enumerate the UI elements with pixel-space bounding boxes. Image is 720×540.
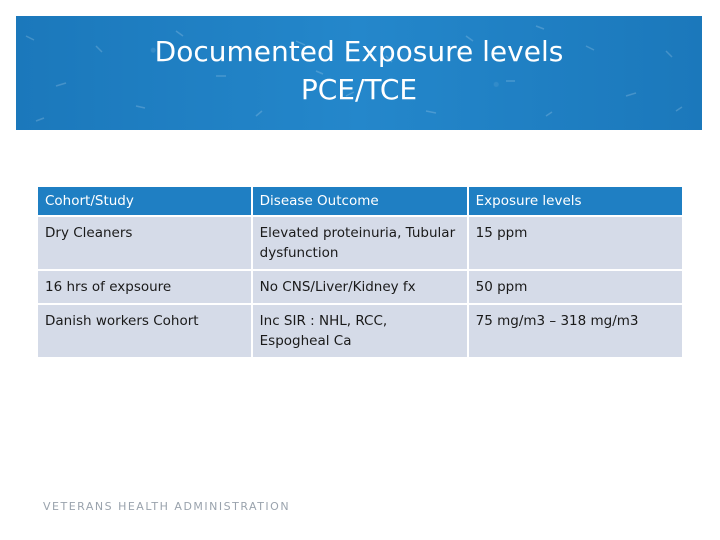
title-line-1: Documented Exposure levels <box>154 35 564 68</box>
cell-outcome: Inc SIR : NHL, RCC, Espogheal Ca <box>253 305 467 357</box>
table-row <box>38 305 682 357</box>
header-disease-outcome: Disease Outcome <box>253 187 467 215</box>
table-header-row <box>38 187 682 215</box>
cell-exposure: 50 ppm <box>469 271 682 303</box>
cell-outcome: Elevated proteinuria, Tubular dysfunction <box>253 217 467 269</box>
slide-title <box>16 33 702 109</box>
cell-exposure: 75 mg/m3 – 318 mg/m3 <box>469 305 682 357</box>
table-row <box>38 217 682 269</box>
cell-cohort: 16 hrs of expsoure <box>38 271 251 303</box>
cell-outcome: No CNS/Liver/Kidney fx <box>253 271 467 303</box>
cell-cohort: Danish workers Cohort <box>38 305 251 357</box>
footer-label: VETERANS HEALTH ADMINISTRATION <box>43 500 291 513</box>
title-banner <box>16 16 702 130</box>
title-line-2: PCE/TCE <box>300 73 418 106</box>
header-cohort-study: Cohort/Study <box>38 187 251 215</box>
cell-exposure: 15 ppm <box>469 217 682 269</box>
cell-cohort: Dry Cleaners <box>38 217 251 269</box>
table-row <box>38 271 682 303</box>
header-exposure-levels: Exposure levels <box>469 187 682 215</box>
exposure-table <box>36 185 684 359</box>
